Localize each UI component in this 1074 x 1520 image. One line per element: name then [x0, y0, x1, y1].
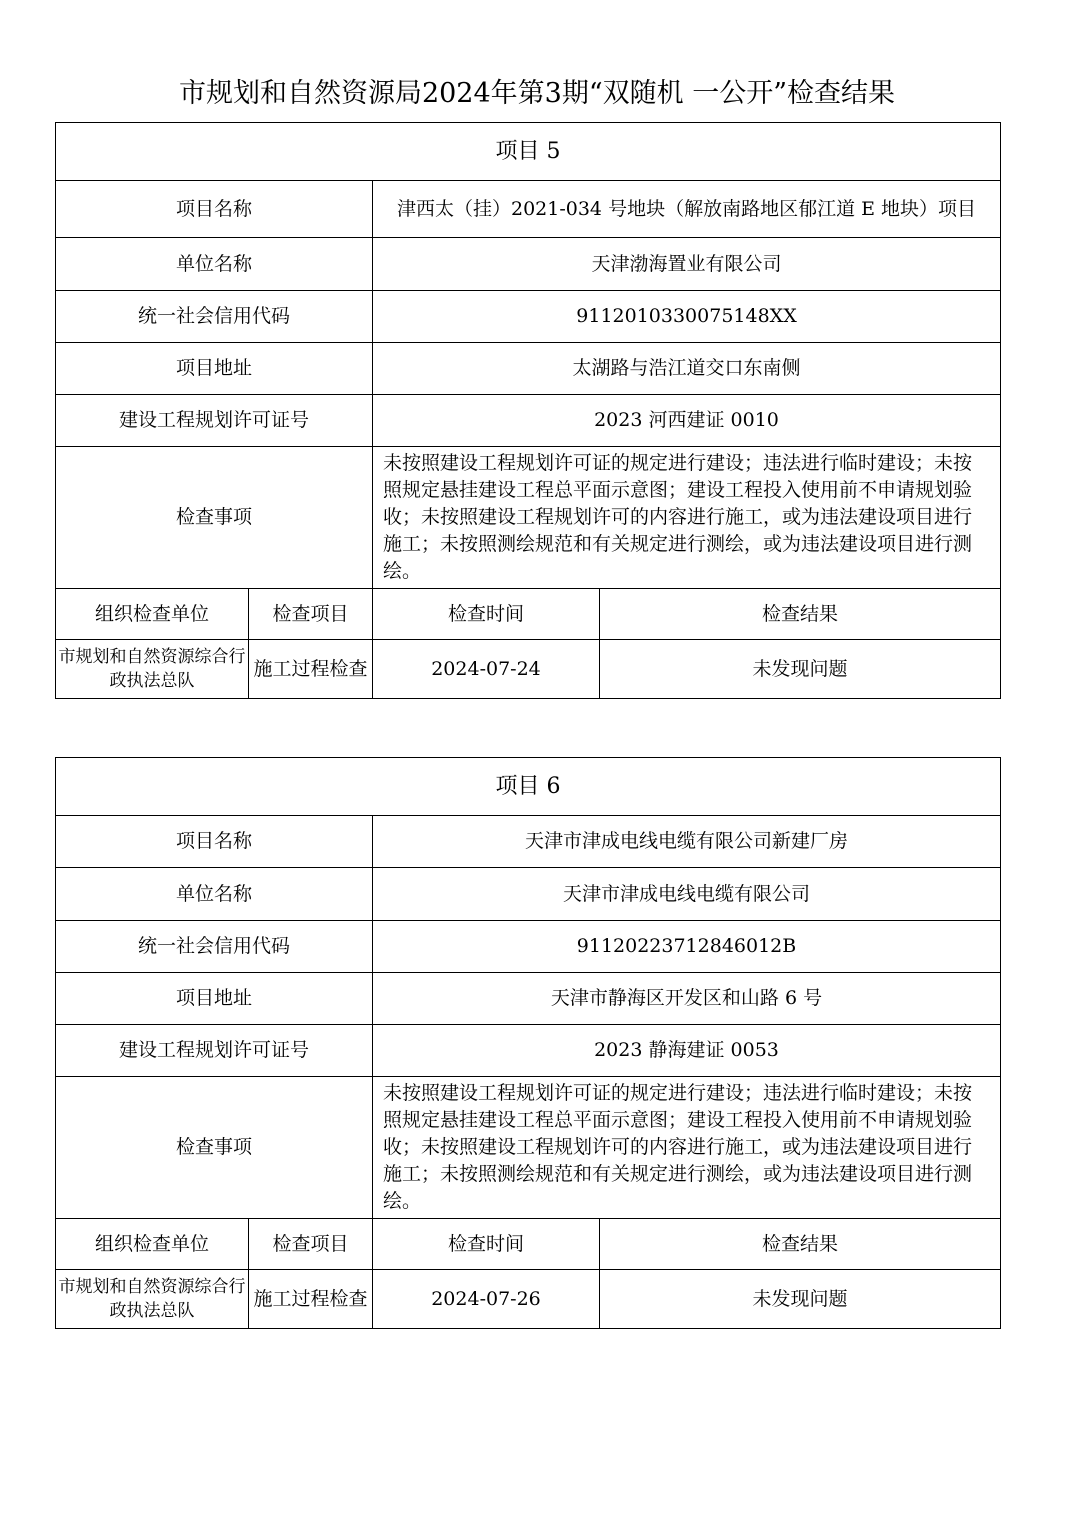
check-time-value: 2024-07-24 — [373, 640, 600, 699]
unit-name-value: 天津渤海置业有限公司 — [373, 238, 1001, 291]
check-item-header: 检查项目 — [249, 589, 373, 640]
project-name-label: 项目名称 — [56, 181, 373, 238]
credit-code-label: 统一社会信用代码 — [56, 291, 373, 343]
project-5-table — [55, 122, 1001, 699]
credit-code-value: 9112010330075148XX — [373, 291, 1001, 343]
inspection-items-label: 检查事项 — [56, 447, 373, 589]
project-header: 项目 6 — [56, 758, 1001, 816]
check-result-header: 检查结果 — [600, 589, 1001, 640]
check-item-value: 施工过程检查 — [249, 1270, 373, 1329]
check-result-value: 未发现问题 — [600, 640, 1001, 699]
address-label: 项目地址 — [56, 973, 373, 1025]
project-name-value: 天津市津成电线电缆有限公司新建厂房 — [373, 816, 1001, 868]
project-header: 项目 5 — [56, 123, 1001, 181]
inspection-items-label: 检查事项 — [56, 1077, 373, 1219]
check-item-header: 检查项目 — [249, 1219, 373, 1270]
org-header: 组织检查单位 — [56, 1219, 249, 1270]
permit-number-value: 2023 河西建证 0010 — [373, 395, 1001, 447]
check-result-header: 检查结果 — [600, 1219, 1001, 1270]
permit-number-label: 建设工程规划许可证号 — [56, 395, 373, 447]
check-time-value: 2024-07-26 — [373, 1270, 600, 1329]
permit-number-value: 2023 静海建证 0053 — [373, 1025, 1001, 1077]
credit-code-label: 统一社会信用代码 — [56, 921, 373, 973]
page-title: 市规划和自然资源局2024年第3期“双随机 一公开”检查结果 — [178, 78, 896, 109]
org-value: 市规划和自然资源综合行政执法总队 — [56, 640, 249, 699]
address-label: 项目地址 — [56, 343, 373, 395]
project-name-label: 项目名称 — [56, 816, 373, 868]
project-6-table — [55, 757, 1001, 1329]
org-value: 市规划和自然资源综合行政执法总队 — [56, 1270, 249, 1329]
unit-name-label: 单位名称 — [56, 868, 373, 921]
address-value: 天津市静海区开发区和山路 6 号 — [373, 973, 1001, 1025]
address-value: 太湖路与浩江道交口东南侧 — [373, 343, 1001, 395]
check-result-value: 未发现问题 — [600, 1270, 1001, 1329]
org-header: 组织检查单位 — [56, 589, 249, 640]
permit-number-label: 建设工程规划许可证号 — [56, 1025, 373, 1077]
project-name-value: 津西太（挂）2021-034 号地块（解放南路地区郁江道 E 地块）项目 — [373, 181, 1001, 238]
inspection-items-value: 未按照建设工程规划许可证的规定进行建设；违法进行临时建设；未按照规定悬挂建设工程总平面示意图；建设工程投入使用前不申请规划验收；未按照建设工程规划许可的内容进行施工，或为违法建设项目进行施工；未按照测绘规范和有关规定进行测绘，或为违法建设项目进行测绘。 — [373, 447, 1001, 589]
credit-code-value: 91120223712846012B — [373, 921, 1001, 973]
check-time-header: 检查时间 — [373, 1219, 600, 1270]
unit-name-label: 单位名称 — [56, 238, 373, 291]
unit-name-value: 天津市津成电线电缆有限公司 — [373, 868, 1001, 921]
check-item-value: 施工过程检查 — [249, 640, 373, 699]
check-time-header: 检查时间 — [373, 589, 600, 640]
inspection-items-value: 未按照建设工程规划许可证的规定进行建设；违法进行临时建设；未按照规定悬挂建设工程总平面示意图；建设工程投入使用前不申请规划验收；未按照建设工程规划许可的内容进行施工，或为违法建设项目进行施工；未按照测绘规范和有关规定进行测绘，或为违法建设项目进行测绘。 — [373, 1077, 1001, 1219]
